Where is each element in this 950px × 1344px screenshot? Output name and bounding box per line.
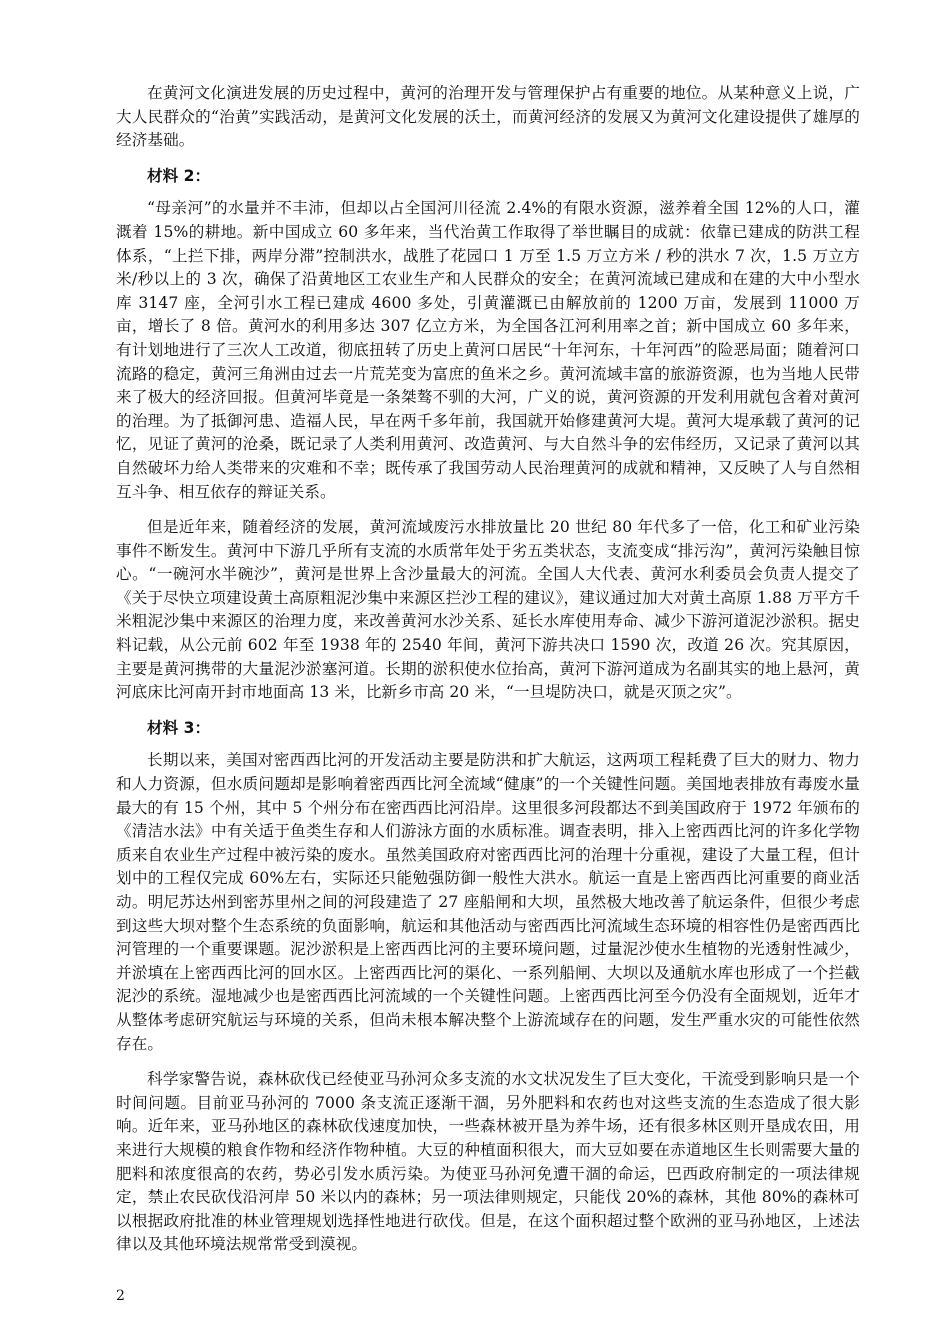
page-number: 2 — [116, 1288, 125, 1304]
material-3-heading: 材料 3： — [147, 718, 211, 737]
document-body — [116, 82, 860, 1269]
paragraph-amazon: 科学家警告说，森林砍伐已经使亚马孙河众多支流的水文状况发生了巨大变化，干流受到影响只是一个时间问题。目前亚马孙河的 7000 条支流正逐渐干涸，另外肥料和农药也对这些支流的生态造成了很大影响。近年来，亚马孙地区的森林砍伐速度加快，一些森林被开垦为养牛场，还有很多林区则开垦成农田，用来进行大规模的粮食作物和经济作物种植。大豆的种植面积很大，而大豆如要在赤道地区生长则需要大量的肥料和浓度很高的农药，势必引发水质污染。为使亚马孙河免遭干涸的命运，巴西政府制定的一项法律规定，禁止农民砍伐沿河岸 50 米以内的森林；另一项法律则规定，只能伐 20%的森林，其他 80%的森林可以根据政府批准的林业管理规划选择性地进行砍伐。但是，在这个面积超过整个欧洲的亚马孙地区，上述法律以及其他环境法规常常受到漠视。 — [116, 1070, 860, 1254]
paragraph-huanghe-culture: 在黄河文化演进发展的历史过程中，黄河的治理开发与管理保护占有重要的地位。从某种意义上说，广大人民群众的“治黄”实践活动，是黄河文化发展的沃土，而黄河经济的发展又为黄河文化建设提供了雄厚的经济基础。 — [116, 84, 860, 150]
material-2-heading: 材料 2： — [147, 166, 211, 185]
paragraph-mississippi: 长期以来，美国对密西西比河的开发活动主要是防洪和扩大航运，这两项工程耗费了巨大的财力、物力和人力资源，但水质问题却是影响着密西西比河全流域“健康”的一个关键性问题。美国地表排放有毒废水量最大的有 15 个州，其中 5 个州分布在密西西比河沿岸。这里很多河段都达不到美国政府于 1972 年颁布的《清洁水法》中有关适于鱼类生存和人们游泳方面的水质标准。调查表明，排入上密西西比河的许多化学物质来自农业生产过程中被污染的废水。虽然美国政府对密西西比河的治理十分重视，建设了大量工程，但计划中的工程仅完成 60%左右，实际还只能勉强防御一般性大洪水。航运一直是上密西西比河重要的商业活动。明尼苏达州到密苏里州之间的河段建造了 27 座船闸和大坝，虽然极大地改善了航运条件，但很少考虑到这些大坝对整个生态系统的负面影响，航运和其他活动与密西西比河流域生态环境的相容性仍是密西西比河管理的一个重要课题。泥沙淤积是上密西西比河的主要环境问题，过量泥沙使水生植物的光透射性减少，并淤填在上密西西比河的回水区。上密西西比河的渠化、一系列船闸、大坝以及通航水库也形成了一个拦截泥沙的系统。湿地减少也是密西西比河流域的一个关键性问题。上密西西比河至今仍没有全面规划，近年才从整体考虑研究航运与环境的关系，但尚未根本解决整个上游流域存在的问题，发生严重水灾的可能性依然存在。 — [116, 751, 860, 1053]
paragraph-mother-river: “母亲河”的水量并不丰沛，但却以占全国河川径流 2.4%的有限水资源，滋养着全国 12%的人口，灌溉着 15%的耕地。新中国成立 60 多年来，当代治黄工作取得了举世瞩目的成就：依靠已建成的防洪工程体系，“上拦下排，两岸分滞”控制洪水，战胜了花园口 1 万至 1.5 万立方米 / 秒的洪水 7 次，1.5 万立方米/秒以上的 3 次，确保了沿黄地区工农业生产和人民群众的安全；在黄河流域已建成和在建的大中小型水库 3147 座，全河引水工程已建成 4600 多处，引黄灌溉已由解放前的 1200 万亩，发展到 11000 万亩，增长了 8 倍。黄河水的利用多达 307 亿立方米，为全国各江河利用率之首；新中国成立 60 多年来，有计划地进行了三次人工改道，彻底扭转了历史上黄河口居民“十年河东，十年河西”的险恶局面；随着河口流路的稳定，黄河三角洲由过去一片荒芜变为富庶的鱼米之乡。黄河流域丰富的旅游资源，也为当地人民带来了极大的经济回报。但黄河毕竟是一条桀骜不驯的大河，广义的说，黄河资源的开发利用就包含着对黄河的治理。为了抵御河患、造福人民，早在两千多年前，我国就开始修建黄河大堤。黄河大堤承载了黄河的记忆，见证了黄河的沧桑，既记录了人类利用黄河、改造黄河、与大自然斗争的宏伟经历，又记录了黄河以其自然破坏力给人类带来的灾难和不幸；既传承了我国劳动人民治理黄河的成就和精神，又反映了人与自然相互斗争、相互依存的辩证关系。 — [116, 199, 860, 501]
paragraph-pollution-sediment: 但是近年来，随着经济的发展，黄河流域废污水排放量比 20 世纪 80 年代多了一倍，化工和矿业污染事件不断发生。黄河中下游几乎所有支流的水质常年处于劣五类状态，支流变成“排污沟”，黄河污染触目惊心。“一碗河水半碗沙”，黄河是世界上含沙量最大的河流。全国人大代表、黄河水利委员会负责人提交了《关于尽快立项建设黄土高原粗泥沙集中来源区拦沙工程的建议》，建议通过加大对黄土高原 1.88 万平方千米粗泥沙集中来源区的治理力度，来改善黄河水沙关系、延长水库使用寿命、减少下游河道泥沙淤积。据史料记载，从公元前 602 年至 1938 年的 2540 年间，黄河下游共决口 1590 次，改道 26 次。究其原因，主要是黄河携带的大量泥沙淤塞河道。长期的淤积使水位抬高，黄河下游河道成为名副其实的地上悬河，黄河底床比河南开封市地面高 13 米，比新乡市高 20 米，“一旦堤防决口，就是灭顶之灾”。 — [116, 518, 860, 702]
